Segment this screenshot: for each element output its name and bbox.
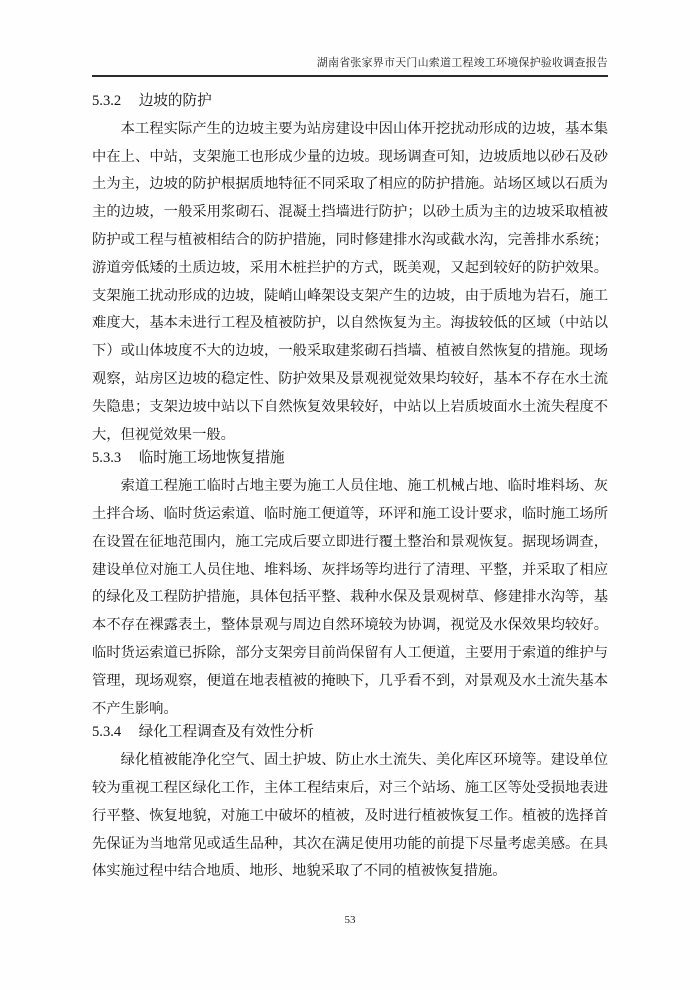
section-heading-5-3-2 [92, 88, 608, 116]
running-header-title: 湖南省张家界市天门山索道工程竣工环境保护验收调查报告 [92, 56, 608, 77]
page-content [92, 88, 608, 886]
section-title: 临时施工场地恢复措施 [138, 450, 285, 467]
section-title: 边坡的防护 [138, 93, 212, 109]
section-title: 绿化工程调查及有效性分析 [138, 724, 314, 741]
section-paragraph-5-3-4: 绿化植被能净化空气、固土护坡、防止水土流失、美化库区环境等。建设单位较为重视工程区绿化工作，主体工程结束后，对三个站场、施工区等处受损地表进行平整、恢复地貌，对施工中破坏的植被，及时进行植被恢复工作。植被的选择首先保证为当地常见或适生品种，其次在满足使用功能的前提下尽量考虑美感。在具体实施过程中结合地质、地形、地貌采取了不同的植被恢复措施。 [92, 752, 608, 880]
section-number: 5.3.2 [92, 93, 122, 109]
section-number: 5.3.4 [92, 724, 122, 741]
section-number: 5.3.3 [92, 450, 122, 467]
page-number: 53 [344, 914, 356, 926]
section-paragraph-5-3-3: 索道工程施工临时占地主要为施工人员住地、施工机械占地、临时堆料场、灰土拌合场、临时货运索道、临时施工便道等，环评和施工设计要求，临时施工场所在设置在征地范围内，施工完成后要立即进行覆土整治和景观恢复。据现场调查，建设单位对施工人员住地、堆料场、灰拌场等均进行了清理、平整，并采取了相应的绿化及工程防护措施，具体包括平整、栽种水保及景观树草、修建排水沟等，基本不存在裸露表土，整体景观与周边自然环境较为协调，视觉及水保效果均较好。临时货运索道已拆除，部分支架旁目前尚保留有人工便道，主要用于索道的维护与管理，现场观察，便道在地表植被的掩映下，几乎看不到，对景观及水土流失基本不产生影响。 [92, 478, 608, 717]
section-heading-5-3-4 [92, 719, 608, 747]
section-paragraph-5-3-2: 本工程实际产生的边坡主要为站房建设中因山体开挖扰动形成的边坡，基本集中在上、中站，支架施工也形成少量的边坡。现场调查可知，边坡质地以砂石及砂土为主，边坡的防护根据质地特征不同采取了相应的防护措施。站场区域以石质为主的边坡，一般采用浆砌石、混凝土挡墙进行防护；以砂土质为主的边坡采取植被防护或工程与植被相结合的防护措施，同时修建排水沟或截水沟，完善排水系统；游道旁低矮的土质边坡，采用木桩拦护的方式，既美观，又起到较好的防护效果。支架施工扰动形成的边坡，陡峭山峰架设支架产生的边坡，由于质地为岩石，施工难度大，基本未进行工程及植被防护，以自然恢复为主。海拔较低的区域（中站以下）或山体坡度不大的边坡，一般采取建浆砌石挡墙、植被自然恢复的措施。现场观察，站房区边坡的稳定性、防护效果及景观视觉效果均较好，基本不存在水土流失隐患；支架边坡中站以下自然恢复效果较好，中站以上岩质坡面水土流失程度不大，但视觉效果一般。 [92, 120, 608, 443]
section-heading-5-3-3 [92, 445, 608, 473]
